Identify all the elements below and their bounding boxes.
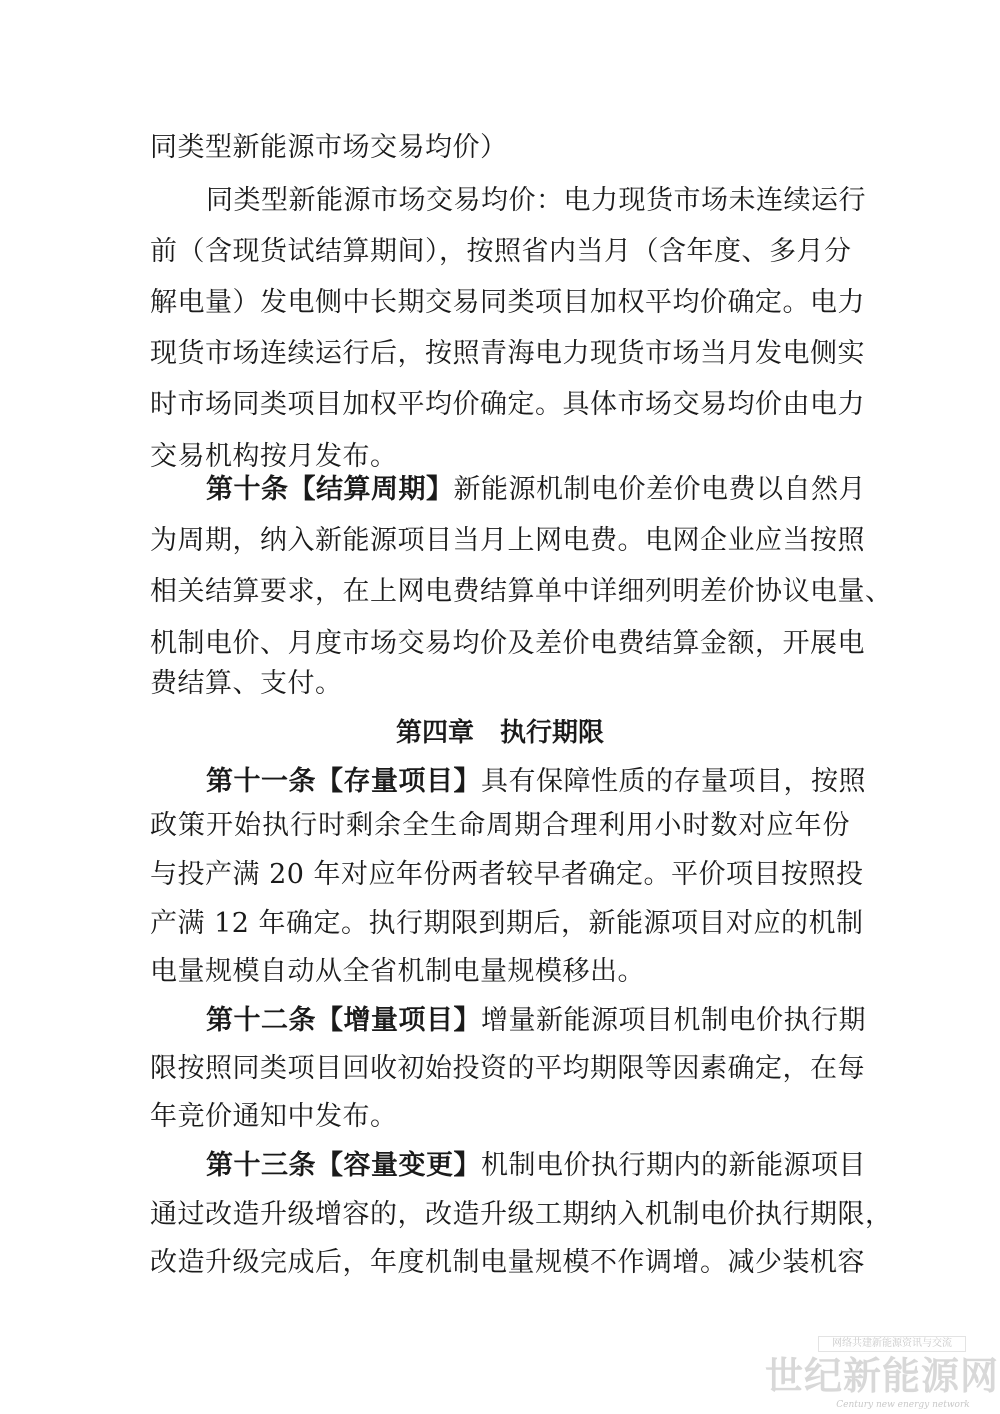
paragraph-line: 年竞价通知中发布。 [150,1101,398,1132]
article-13-text: 机制电价执行期内的新能源项目 [481,1150,866,1181]
paragraph-line: 改造升级完成后，年度机制电量规模不作调增。减少装机容 [150,1247,865,1278]
watermark-logo: 世纪新能源网 [765,1353,1000,1398]
paragraph-line: 费结算、支付。 [150,668,343,699]
article-10-line [206,470,866,510]
paragraph-line: 前（含现货试结算期间），按照省内当月（含年度、多月分 [150,236,852,267]
chapter-title: 第四章 执行期限 [395,718,604,748]
paragraph-line: 为周期，纳入新能源项目当月上网电费。电网企业应当按照 [150,525,865,556]
paragraph-line: 政策开始执行时剩余全生命周期合理利用小时数对应年份 [150,810,850,841]
article-11-text: 具有保障性质的存量项目，按照 [481,766,866,797]
paragraph-line: 同类型新能源市场交易均价：电力现货市场未连续运行 [206,185,866,216]
paragraph-line: 电量规模自动从全省机制电量规模移出。 [150,956,645,987]
article-13-heading: 第十三条【容量变更】 [206,1150,481,1181]
paragraph-line: 相关结算要求，在上网电费结算单中详细列明差价协议电量、 [150,576,893,607]
article-12-text: 增量新能源项目机制电价执行期 [481,1005,866,1036]
paragraph-line: 交易机构按月发布。 [150,441,398,472]
paragraph-line: 现货市场连续运行后，按照青海电力现货市场当月发电侧实 [150,338,865,369]
article-12-heading: 第十二条【增量项目】 [206,1005,481,1036]
paragraph-line: 通过改造升级增容的，改造升级工期纳入机制电价执行期限， [150,1199,893,1230]
watermark-caption: 网络共建新能源资讯与交流 [818,1336,966,1352]
watermark-subtitle: Century new energy network [836,1400,970,1410]
paragraph-line: 与投产满 20 年对应年份两者较早者确定。平价项目按照投 [150,859,864,890]
article-10-text: 新能源机制电价差价电费以自然月 [453,474,866,505]
article-13-line [206,1146,866,1186]
paragraph-line: 解电量）发电侧中长期交易同类项目加权平均价确定。电力 [150,287,865,318]
article-10-heading: 第十条【结算周期】 [206,474,454,505]
paragraph-line: 产满 12 年确定。执行期限到期后，新能源项目对应的机制 [150,908,864,939]
paragraph-line: 限按照同类项目回收初始投资的平均期限等因素确定，在每 [150,1053,865,1084]
article-11-line [206,762,866,802]
paragraph-line: 时市场同类项目加权平均价确定。具体市场交易均价由电力 [150,389,865,420]
article-11-heading: 第十一条【存量项目】 [206,766,481,797]
paragraph-line: 机制电价、月度市场交易均价及差价电费结算金额，开展电 [150,628,865,659]
paragraph-line: 同类型新能源市场交易均价） [150,132,508,163]
article-12-line [206,1001,866,1041]
